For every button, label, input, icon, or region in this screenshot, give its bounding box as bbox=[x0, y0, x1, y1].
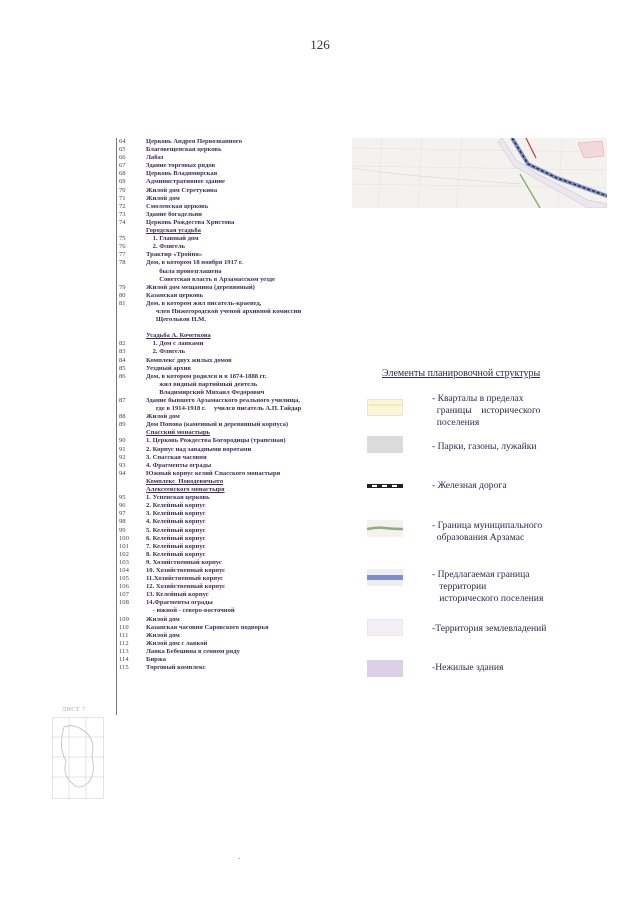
legend-label-quarters: - Кварталы в пределах границы исторического поселения bbox=[432, 393, 541, 428]
object-number: 104 bbox=[119, 566, 129, 574]
object-name: 4. Келейный корпус bbox=[146, 518, 206, 526]
object-name: Церковь Владимирская bbox=[146, 170, 218, 178]
list-item bbox=[116, 470, 346, 478]
object-number: 69 bbox=[119, 178, 126, 186]
object-number: 100 bbox=[119, 534, 129, 542]
legend-label-parks: - Парки, газоны, лужайки bbox=[432, 441, 537, 452]
object-name: Дом, в котором родился и в 1874-1888 гг. bbox=[146, 372, 267, 380]
sheet-index-minimap bbox=[52, 717, 104, 799]
sheet-label: ЛИСТ 7 bbox=[62, 707, 86, 713]
object-name: 3. Спасская часовня bbox=[146, 453, 207, 461]
object-number: 105 bbox=[119, 575, 129, 583]
object-number: 87 bbox=[119, 397, 126, 404]
list-item bbox=[116, 616, 346, 624]
object-name: Смоленская церковь bbox=[146, 202, 209, 210]
object-number: 64 bbox=[119, 138, 126, 145]
object-name: 4. Фрагменты ограды bbox=[146, 461, 212, 469]
list-item bbox=[116, 551, 346, 559]
list-item bbox=[116, 429, 346, 437]
object-number: 114 bbox=[119, 656, 129, 663]
object-number: 73 bbox=[119, 210, 126, 218]
object-name: Жилой дом bbox=[146, 615, 180, 623]
legend-label-proposed-border: - Предлагаемая граница территории исторического поселения bbox=[432, 569, 544, 604]
object-name: Здание бывшего Арзамасского реального училища, bbox=[146, 397, 301, 404]
object-name: Усадьба А. Кочеткова bbox=[146, 332, 211, 340]
object-name: Южный корпус келий Спасского монастыря bbox=[146, 469, 281, 477]
list-item bbox=[116, 454, 346, 462]
object-number: 94 bbox=[119, 469, 126, 477]
list-item bbox=[116, 656, 346, 664]
legend-swatch-quarters bbox=[367, 399, 403, 416]
object-number: 102 bbox=[119, 550, 129, 558]
object-name: Щегольков Н.М. bbox=[146, 316, 206, 324]
list-item bbox=[116, 170, 346, 178]
object-name: Здание торговых рядов bbox=[146, 162, 216, 170]
list-item bbox=[116, 567, 346, 575]
scan-artifact bbox=[238, 858, 240, 859]
object-name: 2. Келейный корпус bbox=[146, 502, 206, 510]
object-number: 97 bbox=[119, 510, 126, 518]
object-name: Комплекс двух жилых домов bbox=[146, 356, 232, 364]
list-item bbox=[116, 187, 346, 195]
list-item bbox=[116, 292, 346, 300]
legend-swatch-railway bbox=[367, 478, 403, 495]
map-fragment bbox=[352, 138, 607, 208]
object-name: 2. Корпус над западными воротами bbox=[146, 445, 252, 453]
list-item bbox=[116, 284, 346, 292]
list-item bbox=[116, 146, 346, 154]
object-number: 71 bbox=[119, 194, 126, 202]
object-number: 88 bbox=[119, 413, 126, 421]
object-number: 80 bbox=[119, 291, 126, 299]
legend-swatch-land-holdings bbox=[367, 619, 403, 636]
list-item bbox=[116, 373, 346, 381]
object-name: Благовещенская церковь bbox=[146, 146, 222, 154]
legend-swatch-municipal-border bbox=[367, 520, 403, 537]
legend-swatch-non-residential bbox=[367, 660, 403, 677]
list-item bbox=[116, 259, 346, 267]
object-number: 108 bbox=[119, 599, 129, 607]
list-item bbox=[116, 154, 346, 162]
object-name: Уездный архив bbox=[146, 364, 191, 372]
object-name: Лавка Бебешина в сенном ряду bbox=[146, 647, 240, 655]
object-name: - южной - северо-восточной bbox=[146, 607, 235, 615]
list-item bbox=[116, 203, 346, 211]
object-number: 65 bbox=[119, 146, 126, 154]
legend-label-railway: - Железная дорога bbox=[432, 480, 507, 491]
list-item bbox=[116, 510, 346, 518]
object-name: 2. Флигель bbox=[146, 348, 186, 356]
list-item bbox=[116, 437, 346, 445]
legend-label-municipal-border: - Граница муниципального образования Арзамас bbox=[432, 520, 543, 543]
list-item bbox=[116, 640, 346, 648]
object-number: 72 bbox=[119, 202, 126, 210]
object-name: Дом, в котором 18 ноября 1917 г. bbox=[146, 259, 243, 267]
object-name: 3. Келейный корпус bbox=[146, 510, 206, 518]
object-number: 110 bbox=[119, 623, 129, 631]
list-item bbox=[116, 340, 346, 348]
list-item bbox=[116, 632, 346, 640]
list-item bbox=[116, 599, 346, 607]
list-item bbox=[116, 235, 346, 243]
object-name: 12. Хозяйственный корпус bbox=[146, 583, 226, 591]
list-item bbox=[116, 543, 346, 551]
object-name: Казанская часовня Саровского подворья bbox=[146, 623, 269, 631]
object-number: 107 bbox=[119, 591, 129, 599]
object-name: жил видный партийный деятель bbox=[146, 380, 258, 388]
object-name: Биржа bbox=[146, 656, 166, 663]
object-name: Церковь Андрея Первозванного bbox=[146, 138, 243, 145]
object-number: 91 bbox=[119, 445, 126, 453]
object-name: 1. Церковь Рождества Богородицы (трапезная) bbox=[146, 437, 286, 445]
object-name: Казанская церковь bbox=[146, 291, 204, 299]
object-number: 93 bbox=[119, 461, 126, 469]
object-name: Советская власть в Арзамасском уезде bbox=[146, 275, 275, 283]
list-item bbox=[116, 219, 346, 227]
object-number: 113 bbox=[119, 647, 129, 655]
object-name: Комплекс Новодевичьего bbox=[146, 477, 224, 485]
object-number: 86 bbox=[119, 372, 126, 380]
list-item bbox=[116, 527, 346, 535]
list-item bbox=[116, 138, 346, 146]
list-item bbox=[116, 332, 346, 340]
list-item bbox=[116, 357, 346, 365]
list-item bbox=[116, 389, 346, 397]
page-number: 126 bbox=[310, 37, 330, 52]
object-name: член Нижегородской ученой архивной комиссии bbox=[146, 307, 302, 315]
object-name: Дом, в котором жил писатель-краевед, bbox=[146, 299, 262, 307]
list-item bbox=[116, 348, 346, 356]
object-name: Жилой дом bbox=[146, 194, 180, 202]
object-number: 111 bbox=[119, 631, 129, 639]
legend-title: Элементы планировочной структуры bbox=[382, 368, 541, 379]
object-name: Жилой дом мещанина (деревянный) bbox=[146, 283, 255, 291]
object-number: 79 bbox=[119, 283, 126, 291]
object-number: 115 bbox=[119, 664, 129, 672]
object-number: 90 bbox=[119, 437, 126, 445]
list-item bbox=[116, 268, 346, 276]
list-item bbox=[116, 446, 346, 454]
list-item bbox=[116, 178, 346, 186]
list-item bbox=[116, 381, 346, 389]
legend-label-non-residential: -Нежилые здания bbox=[432, 662, 504, 673]
legend-swatch-parks bbox=[367, 436, 403, 453]
legend-label-land-holdings: -Территория землевладений bbox=[432, 623, 547, 634]
legend-swatch-proposed-border bbox=[367, 569, 403, 586]
list-item bbox=[116, 462, 346, 470]
list-item bbox=[116, 664, 346, 672]
object-name: 13. Келейный корпус bbox=[146, 591, 209, 599]
list-item bbox=[116, 300, 346, 308]
list-item bbox=[116, 227, 346, 235]
object-number: 76 bbox=[119, 243, 126, 251]
list-item bbox=[116, 648, 346, 656]
object-name: Лабаз bbox=[146, 154, 164, 162]
list-item bbox=[116, 591, 346, 599]
object-name: Дом Попова (каменный и деревянный корпуса) bbox=[146, 421, 289, 429]
list-item bbox=[116, 397, 346, 405]
object-name: была провозглашена bbox=[146, 267, 222, 275]
object-number: 75 bbox=[119, 235, 126, 243]
object-name: Трактир «Тройня» bbox=[146, 251, 203, 259]
object-number: 66 bbox=[119, 154, 126, 162]
list-item bbox=[116, 308, 346, 316]
object-name: 1. Дом с лавками bbox=[146, 340, 204, 348]
object-number: 99 bbox=[119, 526, 126, 534]
object-name: 7. Келейный корпус bbox=[146, 542, 206, 550]
list-item bbox=[116, 211, 346, 219]
object-number: 103 bbox=[119, 558, 129, 566]
object-number: 67 bbox=[119, 162, 126, 170]
object-name: 8. Келейный корпус bbox=[146, 550, 206, 558]
list-item bbox=[116, 559, 346, 567]
list-item bbox=[116, 607, 346, 615]
object-name: Церковь Рождества Христова bbox=[146, 218, 235, 226]
object-name: Торговый комплекс bbox=[146, 664, 206, 672]
list-item bbox=[116, 583, 346, 591]
list-item bbox=[116, 478, 346, 486]
list-item bbox=[116, 494, 346, 502]
object-number: 70 bbox=[119, 186, 126, 194]
list-item bbox=[116, 421, 346, 429]
object-number: 83 bbox=[119, 348, 126, 356]
object-number: 74 bbox=[119, 218, 126, 226]
object-name: где в 1914-1918 г. учился писатель А.П. Гайдар bbox=[146, 405, 302, 413]
list-item bbox=[116, 276, 346, 284]
object-name: Административное здание bbox=[146, 178, 225, 186]
object-number: 82 bbox=[119, 340, 126, 348]
object-name: 10. Хозяйственный корпус bbox=[146, 566, 226, 574]
object-name: Жилой дом bbox=[146, 631, 180, 639]
object-number: 81 bbox=[119, 299, 126, 307]
object-number: 95 bbox=[119, 494, 126, 502]
list-item bbox=[116, 405, 346, 413]
object-number: 68 bbox=[119, 170, 126, 178]
list-item bbox=[116, 324, 346, 332]
object-number: 112 bbox=[119, 639, 129, 647]
object-name: 1. Успенская церковь bbox=[146, 494, 210, 502]
list-item bbox=[116, 486, 346, 494]
list-item bbox=[116, 195, 346, 203]
object-number: 98 bbox=[119, 518, 126, 526]
list-item bbox=[116, 518, 346, 526]
object-number: 92 bbox=[119, 453, 126, 461]
object-name: Спасский монастырь bbox=[146, 429, 211, 437]
object-name: Здание богадельни bbox=[146, 210, 202, 218]
object-name: Владимирский Михаил Федорович bbox=[146, 388, 265, 396]
object-name: Жилой дом bbox=[146, 413, 180, 421]
list-item bbox=[116, 575, 346, 583]
list-item bbox=[116, 535, 346, 543]
object-number: 96 bbox=[119, 502, 126, 510]
object-name: 1. Главный дом bbox=[146, 235, 199, 243]
object-number: 84 bbox=[119, 356, 126, 364]
object-name: 2. Флигель bbox=[146, 243, 186, 251]
object-name: 11.Хозяйственный корпус bbox=[146, 575, 224, 583]
list-item bbox=[116, 243, 346, 251]
object-number: 109 bbox=[119, 615, 129, 623]
object-number: 89 bbox=[119, 421, 126, 429]
object-name: Алексеевского монастыря bbox=[146, 486, 225, 494]
list-item bbox=[116, 365, 346, 373]
object-number: 106 bbox=[119, 583, 129, 591]
object-name: 14.Фрагменты ограды bbox=[146, 599, 213, 607]
list-item bbox=[116, 316, 346, 324]
list-item bbox=[116, 162, 346, 170]
object-number: 78 bbox=[119, 259, 126, 267]
object-name: 6. Келейный корпус bbox=[146, 534, 206, 542]
object-name: Жилой дом Стретукина bbox=[146, 186, 218, 194]
object-name: 9. Хозяйственный корпус bbox=[146, 558, 222, 566]
list-item bbox=[116, 624, 346, 632]
object-number: 77 bbox=[119, 251, 126, 259]
object-number: 85 bbox=[119, 364, 126, 372]
object-name: 5. Келейный корпус bbox=[146, 526, 206, 534]
object-name: Жилой дом с лавкой bbox=[146, 639, 208, 647]
object-name: Городская усадьба bbox=[146, 227, 201, 235]
list-item bbox=[116, 251, 346, 259]
heritage-objects-list bbox=[116, 138, 346, 672]
list-item bbox=[116, 502, 346, 510]
list-item bbox=[116, 413, 346, 421]
object-number: 101 bbox=[119, 542, 129, 550]
